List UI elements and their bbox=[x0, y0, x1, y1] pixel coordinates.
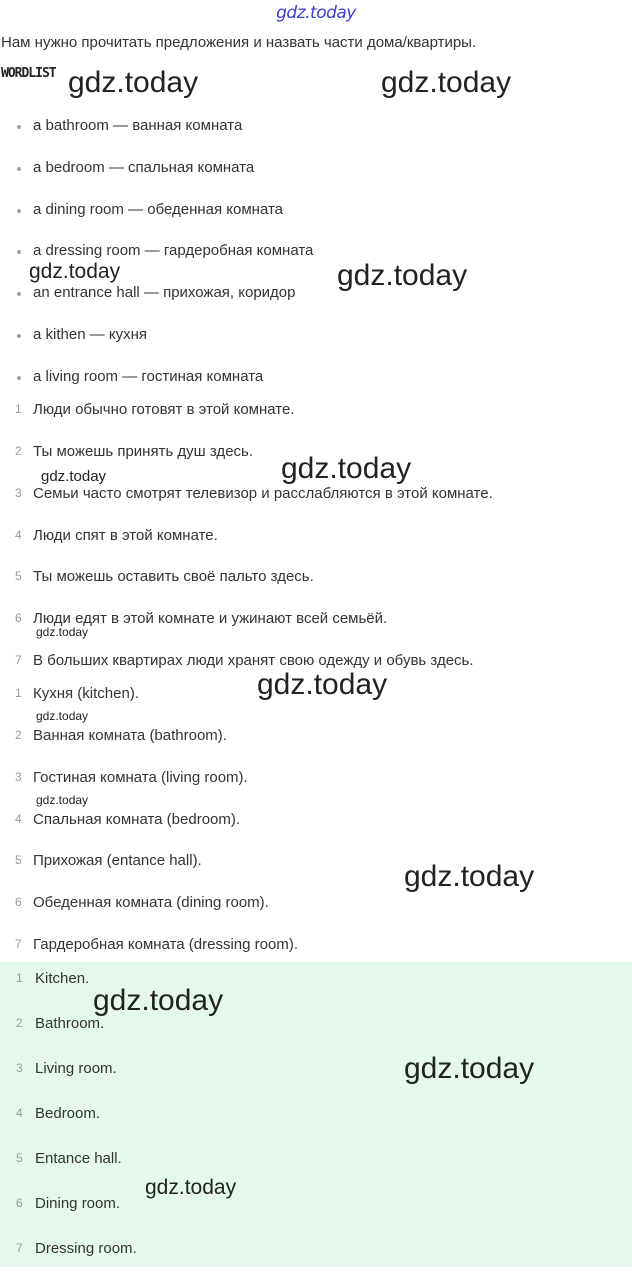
answer-item bbox=[0, 1195, 632, 1215]
watermark: gdz.today bbox=[68, 66, 199, 99]
translation-item bbox=[0, 811, 632, 831]
item-number: 1 bbox=[15, 686, 22, 700]
sentence-text: Ты можешь принять душ здесь. bbox=[33, 443, 254, 460]
item-number: 5 bbox=[16, 1151, 23, 1165]
bullet-icon bbox=[17, 292, 21, 296]
wordlist-item-text: a kithen — кухня bbox=[33, 326, 148, 343]
item-number: 7 bbox=[16, 1241, 23, 1255]
item-number: 5 bbox=[15, 853, 22, 867]
bullet-icon bbox=[17, 376, 21, 380]
watermark: gdz.today bbox=[281, 452, 412, 485]
translation-item bbox=[0, 727, 632, 747]
sentence-text: Люди обычно готовят в этой комнате. bbox=[33, 401, 295, 418]
sentence-item bbox=[0, 485, 632, 505]
item-number: 1 bbox=[16, 971, 23, 985]
translation-text: Спальная комната (bedroom). bbox=[33, 811, 241, 828]
wordlist-item bbox=[0, 242, 632, 262]
item-number: 3 bbox=[15, 770, 22, 784]
sentence-text: Ты можешь оставить своё пальто здесь. bbox=[33, 568, 314, 585]
translation-item bbox=[0, 894, 632, 914]
bullet-icon bbox=[17, 125, 21, 129]
sentence-item bbox=[0, 610, 632, 630]
translation-item bbox=[0, 769, 632, 789]
wordlist-item bbox=[0, 284, 632, 304]
item-number: 5 bbox=[15, 569, 22, 583]
sentence-item bbox=[0, 527, 632, 547]
item-number: 1 bbox=[15, 402, 22, 416]
item-number: 3 bbox=[16, 1061, 23, 1075]
wordlist-item bbox=[0, 326, 632, 346]
watermark: gdz.today bbox=[93, 984, 224, 1017]
sentence-text: В больших квартирах люди хранят свою одежду и обувь здесь. bbox=[33, 652, 474, 669]
watermark: gdz.today bbox=[404, 1052, 535, 1085]
item-number: 2 bbox=[16, 1016, 23, 1030]
item-number: 2 bbox=[15, 728, 22, 742]
watermark: gdz.today bbox=[337, 259, 468, 292]
answer-text: Bathroom. bbox=[35, 1015, 105, 1032]
watermark: gdz.today bbox=[29, 260, 121, 283]
item-number: 2 bbox=[15, 444, 22, 458]
wordlist-item-text: an entrance hall — прихожая, коридор bbox=[33, 284, 296, 301]
watermark: gdz.today bbox=[381, 66, 512, 99]
answer-text: Living room. bbox=[35, 1060, 117, 1077]
answer-text: Entance hall. bbox=[35, 1150, 122, 1167]
wordlist-heading: WORDLIST bbox=[1, 66, 56, 81]
translation-text: Прихожая (entance hall). bbox=[33, 852, 202, 869]
item-number: 6 bbox=[15, 611, 22, 625]
translation-item bbox=[0, 852, 632, 872]
translation-text: Ванная комната (bathroom). bbox=[33, 727, 227, 744]
translation-text: Обеденная комната (dining room). bbox=[33, 894, 269, 911]
item-number: 4 bbox=[15, 812, 22, 826]
wordlist-item bbox=[0, 368, 632, 388]
wordlist-item-text: a living room — гостиная комната bbox=[33, 368, 264, 385]
site-brand-logo[interactable]: gdz.today bbox=[276, 3, 356, 23]
sentence-text: Семьи часто смотрят телевизор и расслабляются в этой комнате. bbox=[33, 485, 493, 502]
answer-item bbox=[0, 1060, 632, 1080]
wordlist-item bbox=[0, 117, 632, 137]
translation-item bbox=[0, 936, 632, 956]
bullet-icon bbox=[17, 209, 21, 213]
item-number: 4 bbox=[15, 528, 22, 542]
item-number: 6 bbox=[16, 1196, 23, 1210]
watermark: gdz.today bbox=[36, 709, 89, 723]
sentence-item bbox=[0, 401, 632, 421]
bullet-icon bbox=[17, 167, 21, 171]
translation-text: Гостиная комната (living room). bbox=[33, 769, 248, 786]
wordlist-item-text: a dressing room — гардеробная комната bbox=[33, 242, 314, 259]
item-number: 4 bbox=[16, 1106, 23, 1120]
wordlist-item-text: a bathroom — ванная комната bbox=[33, 117, 243, 134]
sentence-item bbox=[0, 568, 632, 588]
sentence-text: Люди спят в этой комнате. bbox=[33, 527, 218, 544]
wordlist-item-text: a dining room — обеденная комната bbox=[33, 201, 284, 218]
watermark: gdz.today bbox=[36, 793, 89, 807]
item-number: 7 bbox=[15, 937, 22, 951]
bullet-icon bbox=[17, 334, 21, 338]
task-description: Нам нужно прочитать предложения и назвать части дома/квартиры. bbox=[1, 34, 477, 51]
bullet-icon bbox=[17, 250, 21, 254]
translation-text: Гардеробная комната (dressing room). bbox=[33, 936, 298, 953]
answer-text: Dressing room. bbox=[35, 1240, 137, 1257]
answer-text: Bedroom. bbox=[35, 1105, 101, 1122]
answer-item bbox=[0, 1240, 632, 1260]
answer-item bbox=[0, 1105, 632, 1125]
item-number: 7 bbox=[15, 653, 22, 667]
answer-text: Kitchen. bbox=[35, 970, 90, 987]
item-number: 3 bbox=[15, 486, 22, 500]
wordlist-item bbox=[0, 201, 632, 221]
wordlist-item bbox=[0, 159, 632, 179]
watermark: gdz.today bbox=[404, 860, 535, 893]
watermark: gdz.today bbox=[145, 1176, 237, 1199]
answer-item bbox=[0, 1150, 632, 1170]
watermark: gdz.today bbox=[257, 668, 388, 701]
item-number: 6 bbox=[15, 895, 22, 909]
wordlist-item-text: a bedroom — спальная комната bbox=[33, 159, 255, 176]
answer-item bbox=[0, 1015, 632, 1035]
sentence-text: Люди едят в этой комнате и ужинают всей семьёй. bbox=[33, 610, 388, 627]
translation-text: Кухня (kitchen). bbox=[33, 685, 139, 702]
watermark: gdz.today bbox=[36, 625, 89, 639]
answer-text: Dining room. bbox=[35, 1195, 121, 1212]
watermark: gdz.today bbox=[41, 468, 107, 485]
